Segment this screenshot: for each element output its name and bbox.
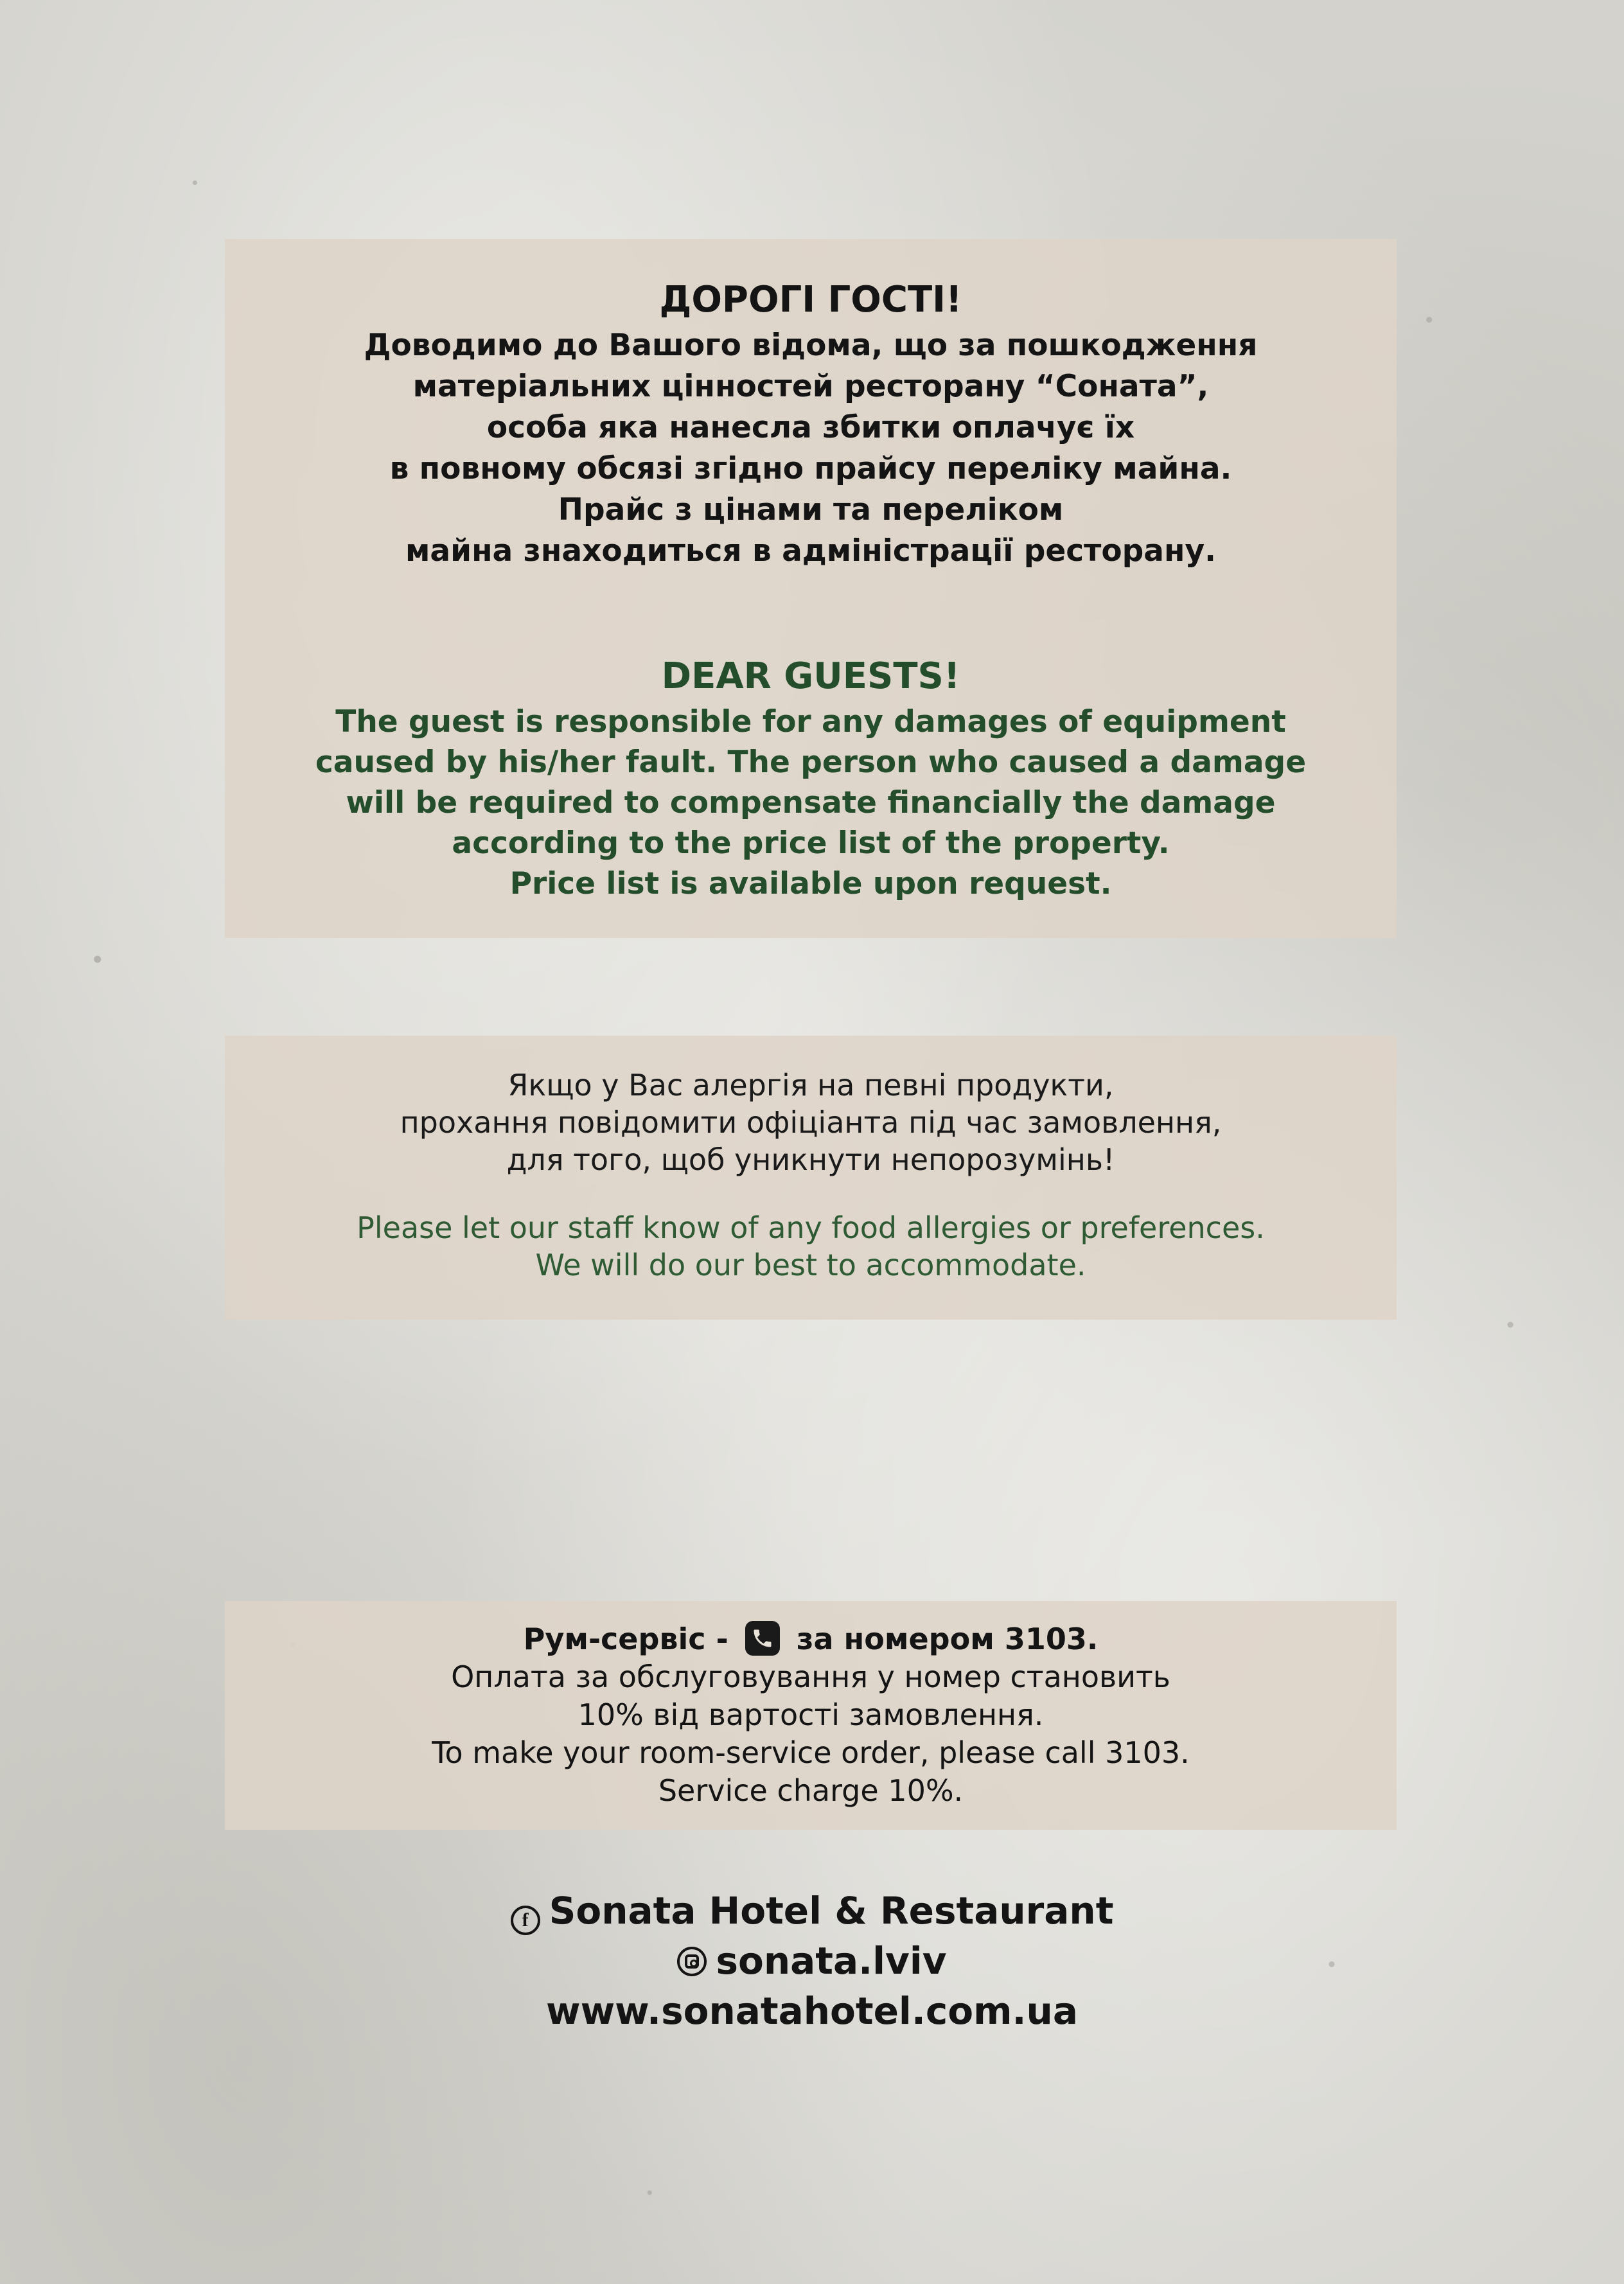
phone-icon <box>745 1621 780 1656</box>
damage-line-uk: особа яка нанесла збитки оплачує їх <box>486 410 1135 445</box>
phone-icon-glyph <box>751 1627 774 1650</box>
damage-line-uk: Прайс з цінами та переліком <box>558 492 1064 527</box>
instagram-icon <box>677 1947 707 1976</box>
damage-line-uk: майна знаходиться в адміністрації ресторану. <box>405 533 1216 569</box>
instagram-handle: sonata.lviv <box>716 1939 947 1983</box>
allergy-line-en: Please let our staff know of any food allergies or preferences. <box>357 1210 1265 1245</box>
room-service-line: Service charge 10%. <box>658 1773 964 1808</box>
instagram-line[interactable] <box>0 1936 1624 1986</box>
damage-title-uk: ДОРОГІ ГОСТІ! <box>659 279 962 321</box>
damage-line-en: according to the price list of the property. <box>452 826 1170 861</box>
damage-line-en: The guest is responsible for any damages of equipment <box>335 704 1286 739</box>
allergy-line-uk: Якщо у Вас алергія на певні продукти, <box>508 1068 1114 1102</box>
damage-line-en: caused by his/her fault. The person who caused a damage <box>315 745 1307 780</box>
facebook-name: Sonata Hotel & Restaurant <box>549 1889 1114 1933</box>
room-service-line: To make your room-service order, please call 3103. <box>432 1735 1190 1770</box>
damage-line-en: will be required to compensate financially the damage <box>346 785 1276 820</box>
room-service-line <box>225 1620 1397 1658</box>
damage-title-en: DEAR GUESTS! <box>661 655 960 697</box>
facebook-line[interactable] <box>0 1886 1624 1936</box>
allergy-text-en <box>225 1209 1397 1284</box>
allergy-line-uk: для того, щоб уникнути непорозумінь! <box>506 1142 1115 1177</box>
website-link[interactable]: www.sonatahotel.com.ua <box>546 1989 1078 2033</box>
allergy-line-en: We will do our best to accommodate. <box>535 1248 1086 1282</box>
damage-line-uk: Доводимо до Вашого відома, що за пошкодження <box>364 328 1258 363</box>
room-service-suffix: за номером 3103. <box>796 1622 1099 1656</box>
room-service-line: 10% від вартості замовлення. <box>578 1697 1044 1732</box>
room-service-line: Оплата за обслуговування у номер становить <box>451 1660 1170 1694</box>
damage-line-uk: матеріальних цінностей ресторану “Соната”, <box>412 369 1209 404</box>
room-service-panel <box>225 1601 1397 1830</box>
room-service-text <box>225 1620 1397 1810</box>
room-service-prefix: Рум-сервіс - <box>523 1622 728 1656</box>
contact-footer <box>0 1886 1624 2036</box>
damage-line-uk: в повному обсязі згідно прайсу переліку майна. <box>389 451 1232 486</box>
facebook-icon: f <box>511 1906 540 1935</box>
allergy-line-uk: прохання повідомити офіціанта під час замовлення, <box>400 1105 1222 1140</box>
damage-text-en <box>225 702 1397 904</box>
allergy-text-uk <box>225 1067 1397 1178</box>
damage-line-en: Price list is available upon request. <box>509 866 1112 901</box>
damage-notice-panel <box>225 239 1397 938</box>
damage-text-uk <box>225 325 1397 572</box>
allergy-notice-panel <box>225 1036 1397 1320</box>
